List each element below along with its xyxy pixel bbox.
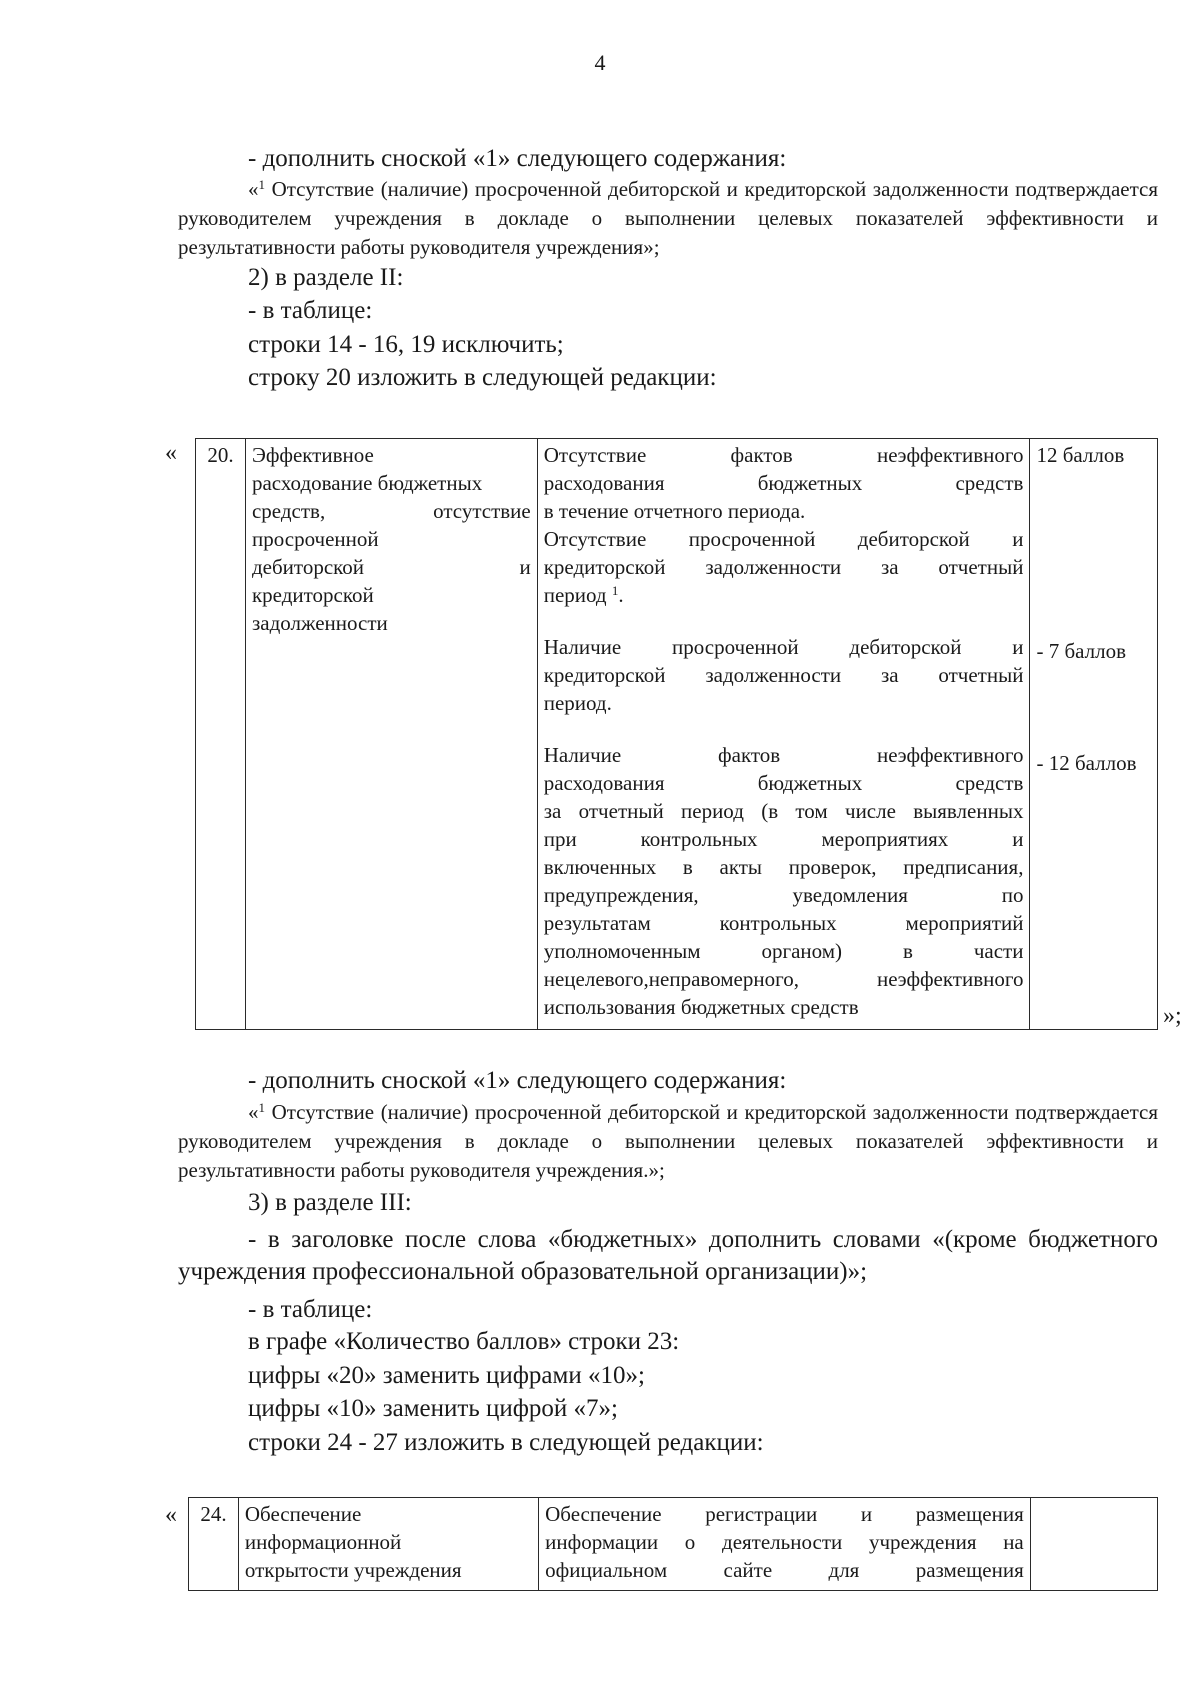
criteria-line: официальном сайте для размещения	[545, 1558, 1024, 1582]
criteria-line: нецелевого,неправомерного, неэффективного	[543, 967, 1024, 991]
criteria-line: информации о деятельности учреждения на	[545, 1530, 1024, 1554]
table1-open-quote: «	[165, 440, 177, 466]
footnote-text: Отсутствие (наличие) просроченной дебиторской и кредиторской задолженности подтверждается руководителем учреждения в докладе о выполнении целевых показателей эффективности и результативности работы руководителя учреждения»;	[178, 177, 1158, 259]
criteria-line: Отсутствие просроченной дебиторской и	[543, 527, 1024, 551]
points-value: 12 баллов	[1036, 443, 1125, 467]
middle-line-3: - в заголовке после слова «бюджетных» дополнить словами «(кроме бюджетного учреждения профессиональной образовательной организации)»;	[178, 1226, 1158, 1285]
criteria-line: расходования бюджетных средств	[543, 471, 1024, 495]
intro-line-5: строку 20 изложить в следующей редакции:	[248, 364, 717, 391]
criteria-line: включенных в акты проверок, предписания,	[543, 855, 1024, 879]
row-number: 24.	[200, 1502, 227, 1526]
criteria-line: период.	[543, 691, 612, 715]
criteria-line: предупреждения, уведомления по	[543, 883, 1024, 907]
middle-line-4: - в таблице:	[248, 1296, 373, 1323]
footnote-open-quote: «	[248, 177, 259, 201]
table-row-24	[188, 1497, 1158, 1591]
criteria-cell	[537, 439, 1030, 1030]
criteria-line: кредиторской задолженности за отчетный	[543, 555, 1024, 579]
points-cell	[1030, 439, 1158, 1030]
criteria-line: в течение отчетного периода.	[543, 499, 806, 523]
indicator-line: Обеспечение	[244, 1502, 362, 1526]
criteria-line: Обеспечение регистрации и размещения	[545, 1502, 1024, 1526]
criteria-cell	[539, 1498, 1031, 1591]
intro-footnote-paragraph	[178, 175, 1158, 262]
middle-line-7: цифры «10» заменить цифрой «7»;	[248, 1395, 619, 1422]
footnote-text: Отсутствие (наличие) просроченной дебиторской и кредиторской задолженности подтверждается руководителем учреждения в докладе о выполнении целевых показателей эффективности и результативности работы руководителя учреждения.»;	[178, 1100, 1158, 1182]
indicator-line: Эффективное	[251, 443, 374, 467]
criteria-line: за отчетный период (в том числе выявленных	[543, 799, 1024, 823]
row-number-cell	[196, 439, 246, 1030]
intro-line-3: - в таблице:	[248, 297, 373, 324]
points-value: - 12 баллов	[1036, 751, 1137, 775]
indicator-line: информационной	[244, 1530, 402, 1554]
criteria-text: период	[543, 583, 607, 607]
page-number: 4	[594, 50, 606, 75]
footnote-mark: 1	[258, 1100, 265, 1115]
criteria-line-last	[544, 581, 1024, 609]
criteria-line: расходования бюджетных средств	[543, 771, 1024, 795]
row-number: 20.	[207, 443, 234, 467]
indicator-line: кредиторской	[251, 583, 374, 607]
indicator-line: просроченной	[251, 527, 379, 551]
table1-close-quote: »;	[1163, 1003, 1182, 1029]
criteria-line: Наличие просроченной дебиторской и	[543, 635, 1024, 659]
intro-line-1: - дополнить сноской «1» следующего содержания:	[248, 145, 787, 172]
footnote-mark: 1	[258, 177, 265, 192]
criteria-line: при контрольных мероприятиях и	[543, 827, 1024, 851]
criteria-end: .	[618, 583, 624, 607]
criteria-line: Отсутствие фактов неэффективного	[543, 443, 1024, 467]
middle-line-6: цифры «20» заменить цифрами «10»;	[248, 1362, 645, 1389]
middle-footnote-paragraph	[178, 1098, 1158, 1185]
row-number-cell	[189, 1498, 239, 1591]
indicator-line: дебиторской и	[251, 555, 531, 579]
indicator-line: открытости учреждения	[244, 1558, 462, 1582]
intro-line-4: строки 14 - 16, 19 исключить;	[248, 331, 564, 358]
indicator-line: расходование бюджетных	[251, 471, 483, 495]
middle-line-8: строки 24 - 27 изложить в следующей редакции:	[248, 1429, 764, 1456]
criteria-line: уполномоченным органом) в части	[543, 939, 1024, 963]
indicator-line: средств, отсутствие	[251, 499, 531, 523]
middle-line-5: в графе «Количество баллов» строки 23:	[248, 1328, 680, 1355]
points-value: - 7 баллов	[1036, 639, 1127, 663]
intro-line-2: 2) в разделе II:	[248, 264, 404, 291]
table-row-20	[195, 438, 1158, 1030]
points-cell	[1030, 1498, 1157, 1591]
indicator-line: задолженности	[251, 611, 388, 635]
footnote-open-quote: «	[248, 1100, 259, 1124]
indicator-cell	[238, 1498, 538, 1591]
indicator-cell	[245, 439, 537, 1030]
criteria-line: кредиторской задолженности за отчетный	[543, 663, 1024, 687]
criteria-line: Наличие фактов неэффективного	[543, 743, 1024, 767]
middle-line-2: 3) в разделе III:	[248, 1189, 412, 1216]
criteria-line: результатам контрольных мероприятий	[543, 911, 1024, 935]
middle-line-1: - дополнить сноской «1» следующего содержания:	[248, 1067, 787, 1094]
criteria-line: использования бюджетных средств	[543, 995, 859, 1019]
table2-open-quote: «	[165, 1502, 177, 1528]
criteria-footnote-mark: 1	[611, 583, 619, 598]
